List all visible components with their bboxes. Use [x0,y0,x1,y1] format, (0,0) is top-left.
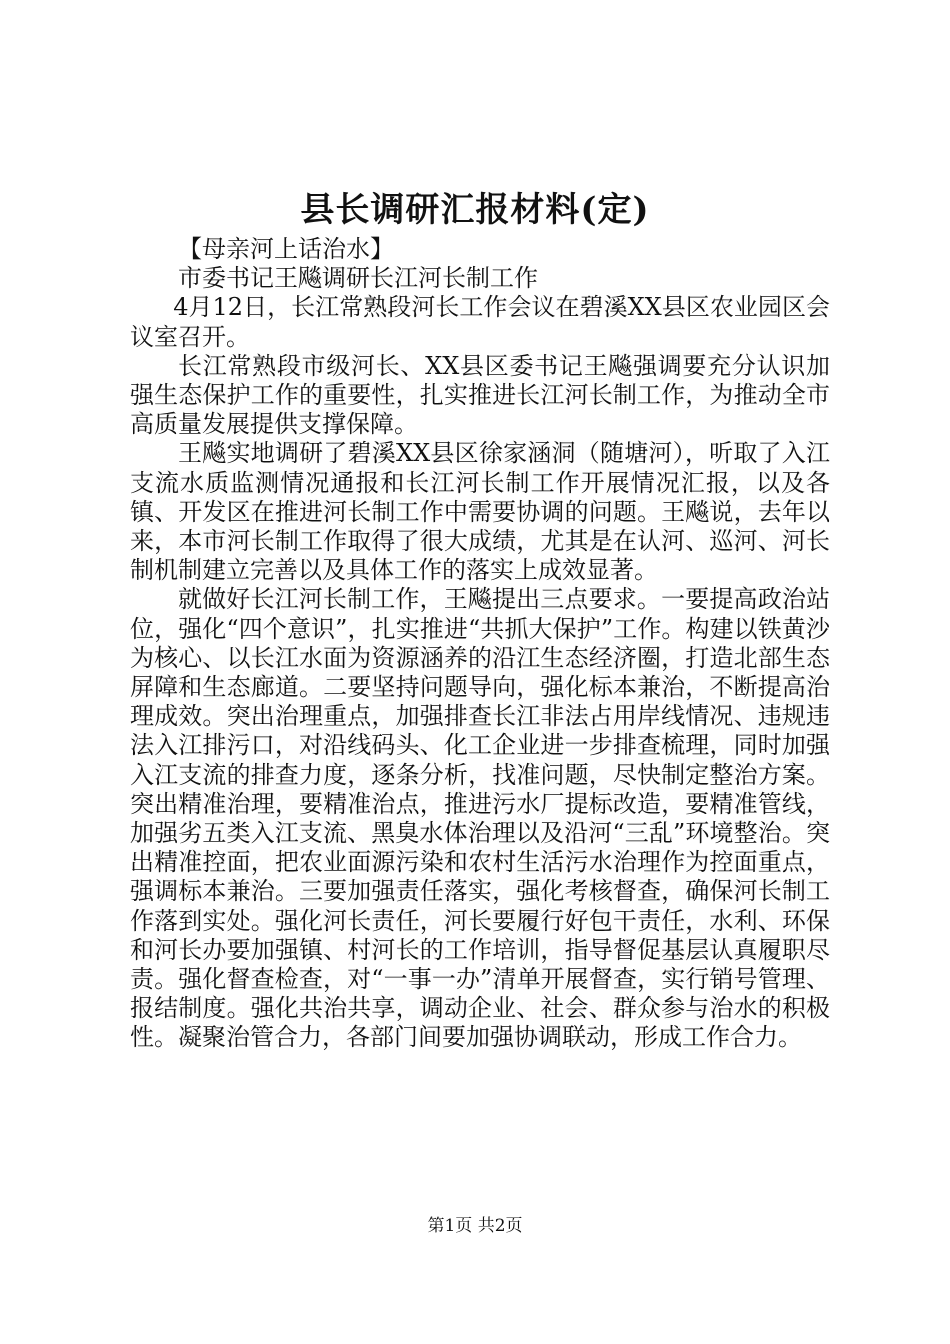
paragraph: 4月12日，长江常熟段河长工作会议在碧溪XX县区农业园区会议室召开。 [130,293,830,351]
paragraph-subtitle: 市委书记王飚调研长江河长制工作 [178,264,538,293]
paragraph-section-heading: 【母亲河上话治水】 [178,235,394,263]
paragraph: 王飚实地调研了碧溪XX县区徐家涵洞（随塘河），听取了入江支流水质监测情况通报和长江河长制工作开展情况汇报，以及各镇、开发区在推进河长制工作中需要协调的问题。王飚说，去年以来，本市河长制工作取得了很大成绩，尤其是在认河、巡河、河长制机制建立完善以及具体工作的落实上成效显著。 [130,439,830,585]
document-body [130,235,830,1053]
page-footer: 第1页 共2页 [427,1216,523,1236]
paragraph: 长江常熟段市级河长、XX县区委书记王飚强调要充分认识加强生态保护工作的重要性，扎实推进长江河长制工作，为推动全市高质量发展提供支撑保障。 [130,351,830,439]
paragraph: 就做好长江河长制工作，王飚提出三点要求。一要提高政治站位，强化“四个意识”，扎实推进“共抓大保护”工作。构建以铁黄沙为核心、以长江水面为资源涵养的沿江生态经济圈，打造北部生态屏障和生态廊道。二要坚持问题导向，强化标本兼治，不断提高治理成效。突出治理重点，加强排查长江非法占用岸线情况、违规违法入江排污口，对沿线码头、化工企业进一步排查梳理，同时加强入江支流的排查力度，逐条分析，找准问题，尽快制定整治方案。突出精准治理，要精准治点，推进污水厂提标改造，要精准管线，加强劣五类入江支流、黑臭水体治理以及沿河“三乱”环境整治。突出精准控面，把农业面源污染和农村生活污水治理作为控面重点，强调标本兼治。三要加强责任落实，强化考核督查，确保河长制工作落到实处。强化河长责任，河长要履行好包干责任，水利、环保和河长办要加强镇、村河长的工作培训，指导督促基层认真履职尽责。强化督查检查，对“一事一办”清单开展督查，实行销号管理、报结制度。强化共治共享，调动企业、社会、群众参与治水的积极性。凝聚治管合力，各部门间要加强协调联动，形成工作合力。 [130,585,830,1052]
document-title: 县长调研汇报材料(定) [300,190,650,230]
